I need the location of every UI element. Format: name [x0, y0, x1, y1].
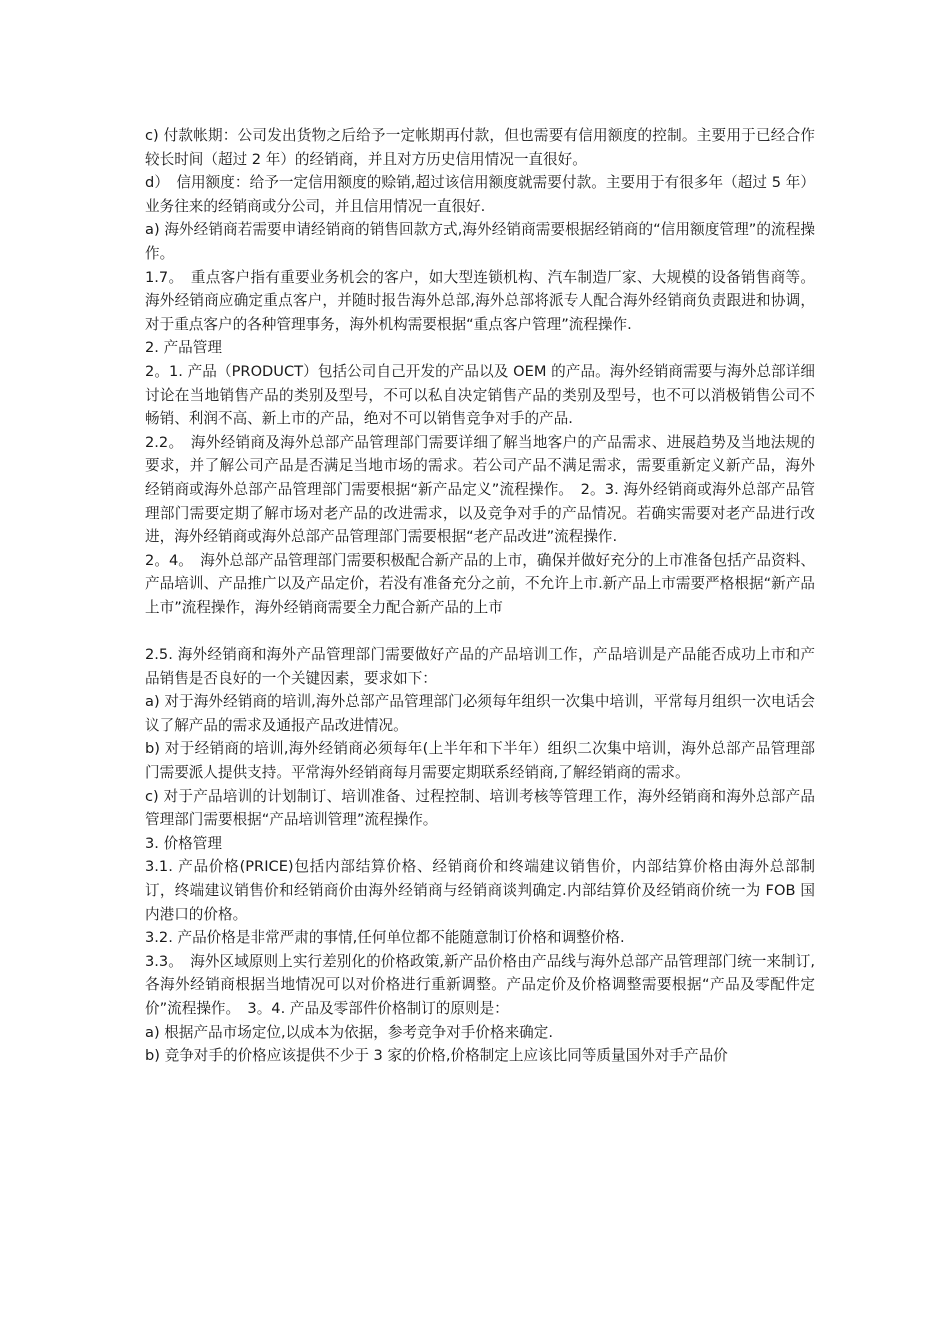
paragraph-payment-term: c) 付款帐期：公司发出货物之后给予一定帐期再付款，但也需要有信用额度的控制。主要用于已经合作较长时间（超过 2 年）的经销商，并且对方历史信用情况一直很好。	[145, 127, 815, 168]
paragraph-3-3: 3.3。 海外区域原则上实行差别化的价格政策,新产品价格由产品线与海外总部产品管理部门统一来制订,各海外经销商根据当地情况可以对价格进行重新调整。产品定价及价格调整需要根据“产品及零配件定价”流程操作。 3。4. 产品及零部件价格制订的原则是：	[145, 952, 815, 1017]
paragraph-credit-limit: d） 信用额度：给予一定信用额度的赊销,超过该信用额度就需要付款。主要用于有很多年（超过 5 年）业务往来的经销商或分公司，并且信用情况一直很好.	[145, 174, 815, 215]
paragraph-2-5-a: a) 对于海外经销商的培训,海外总部产品管理部门必须每年组织一次集中培训，平常每月组织一次电话会议了解产品的需求及通报产品改进情况。	[145, 693, 815, 734]
section-heading-price-management: 3. 价格管理	[145, 834, 222, 852]
paragraph-3-2: 3.2. 产品价格是非常严肃的事情,任何单位都不能随意制订价格和调整价格.	[145, 929, 625, 947]
section-heading-product-management: 2. 产品管理	[145, 339, 222, 357]
document-body	[145, 124, 815, 1068]
paragraph-3-1: 3.1. 产品价格(PRICE)包括内部结算价格、经销商价和终端建议销售价，内部结算价格由海外总部制订，终端建议销售价和经销商价由海外经销商与经销商谈判确定.内部结算价及经销商价统一为 FOB 国内港口的价格。	[145, 858, 815, 923]
blank-line	[145, 619, 815, 643]
paragraph-key-customers: 1.7。 重点客户指有重要业务机会的客户，如大型连锁机构、汽车制造厂家、大规模的设备销售商等。海外经销商应确定重点客户，并随时报告海外总部,海外总部将派专人配合海外经销商负责跟进和协调，对于重点客户的各种管理事务，海外机构需要根据“重点客户管理”流程操作.	[145, 268, 815, 333]
paragraph-3-4-a: a) 根据产品市场定位,以成本为依据，参考竞争对手价格来确定.	[145, 1023, 553, 1041]
paragraph-2-2: 2.2。 海外经销商及海外总部产品管理部门需要详细了解当地客户的产品需求、进展趋势及当地法规的要求，并了解公司产品是否满足当地市场的需求。若公司产品不满足需求，需要重新定义新产品，海外经销商或海外总部产品管理部门需要根据“新产品定义”流程操作。 2。3. 海外经销商或海外总部产品管理部门需要定期了解市场对老产品的改进需求，以及竞争对手的产品情况。若确实需要对老产品进行改进，海外经销商或海外总部产品管理部门需要根据“老产品改进”流程操作.	[145, 433, 815, 546]
paragraph-3-4-b: b) 竞争对手的价格应该提供不少于 3 家的价格,价格制定上应该比同等质量国外对手产品价	[145, 1047, 728, 1065]
paragraph-2-5-b: b) 对于经销商的培训,海外经销商必须每年(上半年和下半年）组织二次集中培训，海外总部产品管理部门需要派人提供支持。平常海外经销商每月需要定期联系经销商,了解经销商的需求。	[145, 740, 815, 782]
paragraph-credit-application: a) 海外经销商若需要申请经销商的销售回款方式,海外经销商需要根据经销商的“信用额度管理”的流程操作。	[145, 221, 815, 262]
paragraph-2-1: 2。1. 产品（PRODUCT）包括公司自己开发的产品以及 OEM 的产品。海外经销商需要与海外总部详细讨论在当地销售产品的类别及型号，不可以私自决定销售产品的类别及型号，也不可以消极销售公司不畅销、利润不高、新上市的产品，绝对不可以销售竞争对手的产品.	[145, 362, 815, 428]
paragraph-2-5-c: c) 对于产品培训的计划制订、培训准备、过程控制、培训考核等管理工作，海外经销商和海外总部产品管理部门需要根据“产品培训管理”流程操作。	[145, 787, 815, 829]
paragraph-2-5: 2.5. 海外经销商和海外产品管理部门需要做好产品的产品培训工作，产品培训是产品能否成功上市和产品销售是否良好的一个关键因素，要求如下：	[145, 646, 815, 687]
paragraph-2-4: 2。4。 海外总部产品管理部门需要积极配合新产品的上市，确保并做好充分的上市准备包括产品资料、产品培训、产品推广以及产品定价，若没有准备充分之前，不允许上市.新产品上市需要严格根据“新产品上市”流程操作，海外经销商需要全力配合新产品的上市	[145, 551, 815, 616]
